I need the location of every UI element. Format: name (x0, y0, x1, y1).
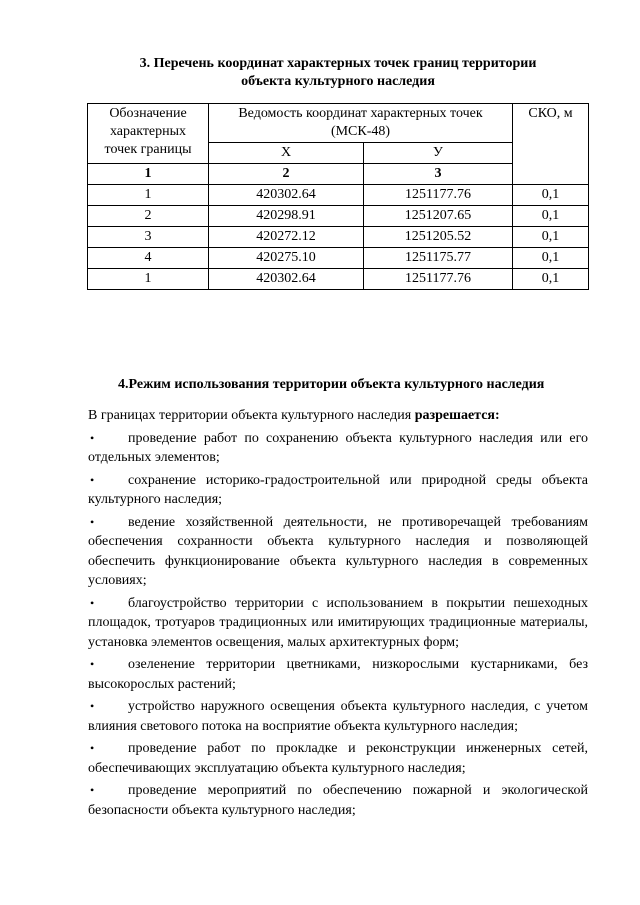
cell-sko: 0,1 (513, 269, 589, 290)
bullet-icon: • (90, 657, 95, 671)
list-item-text: проведение мероприятий по обеспечению пожарной и экологической безопасности объекта культурного наследия; (88, 783, 588, 818)
list-item (88, 655, 588, 694)
cell-x: 420302.64 (209, 185, 364, 206)
header-col2-line1: Ведомость координат характерных точек (238, 106, 483, 121)
table-header-row (88, 104, 589, 143)
cell-x: 420302.64 (209, 269, 364, 290)
cell-y: 1251207.65 (364, 206, 513, 227)
cell-point: 2 (88, 206, 209, 227)
header-coordinate-statement (209, 104, 513, 143)
section-3-title-line-2: объекта культурного наследия (241, 74, 435, 89)
cell-point: 1 (88, 269, 209, 290)
list-item (88, 513, 588, 591)
cell-sko: 0,1 (513, 185, 589, 206)
cell-y: 1251177.76 (364, 269, 513, 290)
header-col1-line2: характерных (109, 124, 187, 139)
intro-bold: разрешается: (414, 408, 500, 423)
intro-paragraph (88, 406, 588, 426)
bullet-icon: • (90, 741, 95, 755)
header-col2-line2: (МСК-48) (330, 124, 391, 139)
cell-point: 1 (88, 185, 209, 206)
bullet-icon: • (90, 595, 95, 610)
table-row (88, 248, 589, 269)
list-item-text: устройство наружного освещения объекта культурного наследия, с учетом влияния светового потока на восприятие объекта культурного наследия; (88, 699, 588, 734)
cell-y: 1251177.76 (364, 185, 513, 206)
bullet-icon: • (90, 514, 95, 529)
coordinates-table (87, 103, 589, 290)
list-item (88, 429, 588, 468)
header-sko: СКО, м (513, 104, 589, 185)
list-item-text: сохранение историко-градостроительной или природной среды объекта культурного наследия; (88, 472, 588, 507)
bullet-icon: • (90, 430, 95, 445)
cell-x: 420275.10 (209, 248, 364, 269)
section-4-title: 4.Режим использования территории объекта культурного наследия (118, 377, 545, 392)
intro-text: В границах территории объекта культурного наследия (88, 408, 415, 423)
section-3-title-line-1: 3. Перечень координат характерных точек границ территории (139, 56, 537, 71)
column-number-2: 2 (209, 164, 364, 185)
bullet-icon: • (90, 472, 95, 487)
cell-sko: 0,1 (513, 248, 589, 269)
list-item-text: ведение хозяйственной деятельности, не противоречащей требованиям обеспечения сохранности объекта культурного наследия и позволяющей обеспечить функционирование объекта культурного наследия в современных условиях; (88, 514, 588, 588)
header-col1-line3: точек границы (104, 142, 192, 157)
table-row (88, 206, 589, 227)
list-item-text: благоустройство территории с использованием в покрытии пешеходных площадок, тротуаров традиционных или имитирующих традиционные материалы, установка элементов освещения, малых архитектурных форм; (88, 595, 588, 650)
table-row (88, 269, 589, 290)
header-x: Х (209, 143, 364, 164)
bullet-icon: • (90, 699, 95, 713)
bullet-icon: • (90, 783, 95, 797)
section-3-title (88, 55, 588, 91)
list-item (88, 471, 588, 510)
cell-sko: 0,1 (513, 206, 589, 227)
cell-x: 420298.91 (209, 206, 364, 227)
cell-y: 1251205.52 (364, 227, 513, 248)
list-item (88, 594, 588, 653)
cell-sko: 0,1 (513, 227, 589, 248)
column-number-3: 3 (364, 164, 513, 185)
table-row (88, 185, 589, 206)
list-item-text: озеленение территории цветниками, низкорослыми кустарниками, без высокорослых растений; (88, 657, 588, 692)
cell-y: 1251175.77 (364, 248, 513, 269)
column-number-1: 1 (88, 164, 209, 185)
section-4-body (88, 406, 588, 823)
table-row (88, 227, 589, 248)
cell-x: 420272.12 (209, 227, 364, 248)
list-item (88, 781, 588, 820)
cell-point: 4 (88, 248, 209, 269)
list-item (88, 739, 588, 778)
header-y: У (364, 143, 513, 164)
list-item-text: проведение работ по прокладке и реконструкции инженерных сетей, обеспечивающих эксплуатацию объекта культурного наследия; (88, 741, 588, 776)
header-point-designation (88, 104, 209, 164)
list-item-text: проведение работ по сохранению объекта культурного наследия или его отдельных элементов; (88, 430, 588, 465)
header-col1-line1: Обозначение (109, 106, 187, 121)
list-item (88, 697, 588, 736)
cell-point: 3 (88, 227, 209, 248)
